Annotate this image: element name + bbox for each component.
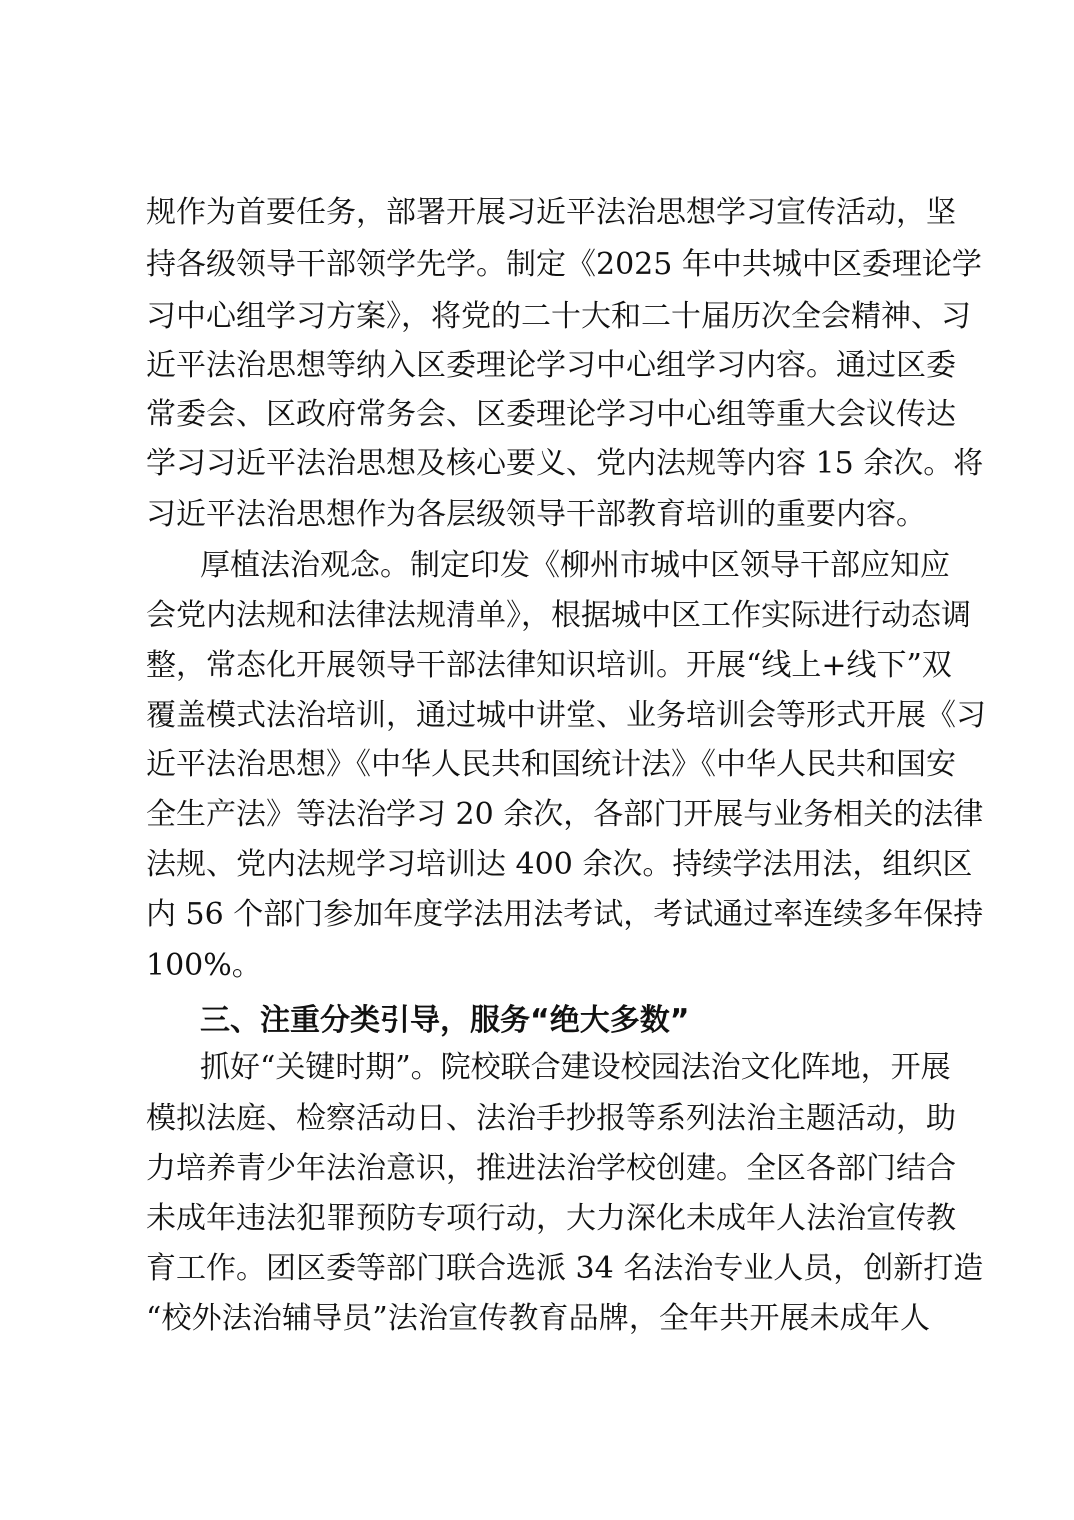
text-line: 力培养青少年法治意识，推进法治学校创建。全区各部门结合	[146, 1151, 956, 1186]
text-line: 习中心组学习方案》，将党的二十大和二十届历次全会精神、习	[146, 299, 971, 334]
text-line: 近平法治思想等纳入区委理论学习中心组学习内容。通过区委	[146, 348, 956, 383]
text-line: 育工作。团区委等部门联合选派 34 名法治专业人员，创新打造	[146, 1251, 984, 1286]
text-line: 整，常态化开展领导干部法律知识培训。开展“线上+线下”双	[146, 648, 952, 683]
text-line: 常委会、区政府常务会、区委理论学习中心组等重大会议传达	[146, 397, 956, 432]
text-line: 学习习近平法治思想及核心要义、党内法规等内容 15 余次。将	[146, 446, 984, 481]
text-line: 内 56 个部门参加年度学法用法考试，考试通过率连续多年保持	[146, 897, 984, 932]
text-line: 习近平法治思想作为各层级领导干部教育培训的重要内容。	[146, 497, 926, 532]
paragraph-first-line: 抓好“关键时期”。院校联合建设校园法治文化阵地，开展	[200, 1050, 951, 1085]
text-line: 全生产法》等法治学习 20 余次，各部门开展与业务相关的法律	[146, 797, 984, 832]
text-line: 会党内法规和法律法规清单》，根据城中区工作实际进行动态调	[146, 598, 971, 633]
text-line: 未成年违法犯罪预防专项行动，大力深化未成年人法治宣传教	[146, 1201, 956, 1236]
text-line: 法规、党内法规学习培训达 400 余次。持续学法用法，组织区	[146, 847, 973, 882]
text-line: “校外法治辅导员”法治宣传教育品牌，全年共开展未成年人	[146, 1301, 930, 1336]
section-heading: 三、注重分类引导，服务“绝大多数”	[200, 1003, 690, 1038]
text-line: 规作为首要任务，部署开展习近平法治思想学习宣传活动，坚	[146, 195, 956, 230]
text-line: 100%。	[146, 948, 262, 983]
text-line: 模拟法庭、检察活动日、法治手抄报等系列法治主题活动，助	[146, 1101, 956, 1136]
paragraph-first-line: 厚植法治观念。制定印发《柳州市城中区领导干部应知应	[200, 548, 950, 583]
text-line: 覆盖模式法治培训，通过城中讲堂、业务培训会等形式开展《习	[146, 698, 986, 733]
text-line: 持各级领导干部领学先学。制定《2025 年中共城中区委理论学	[146, 247, 982, 282]
text-line: 近平法治思想》《中华人民共和国统计法》《中华人民共和国安	[146, 747, 956, 782]
